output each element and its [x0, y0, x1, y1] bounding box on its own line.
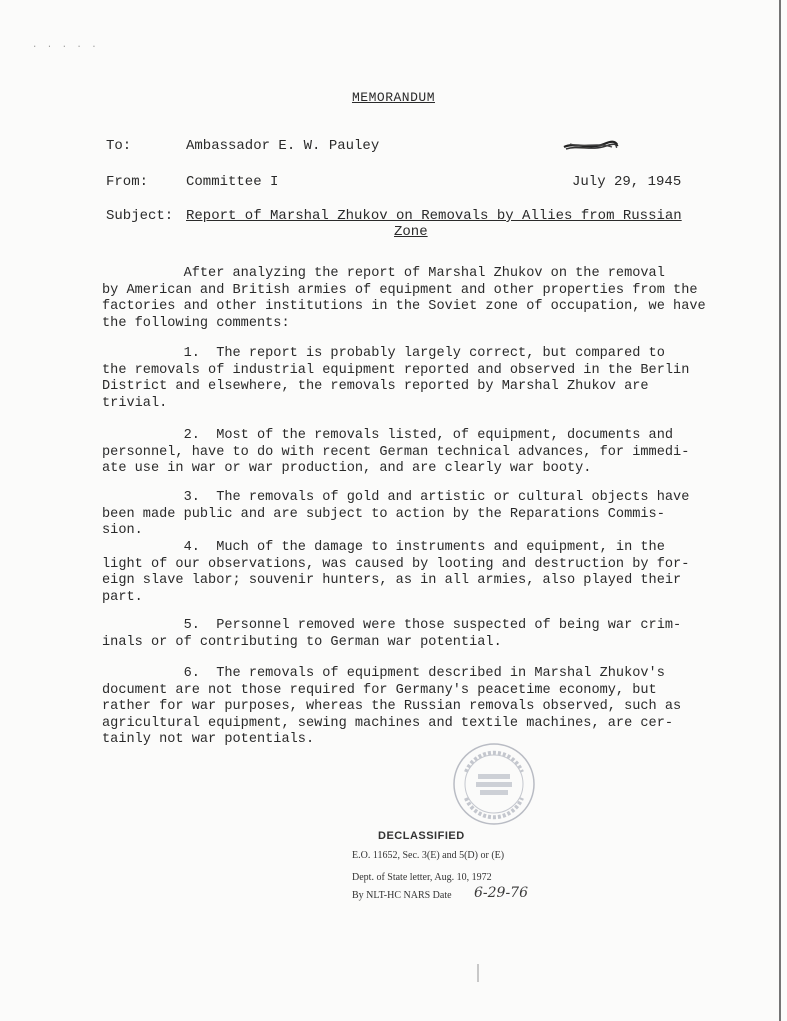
- declassified-by-line: By NLT-HC NARS Date: [352, 890, 452, 901]
- paragraph-4: 4. Much of the damage to instruments and equipment, in the light of our observations, was caused by looting and destruction by for- eign slave labor; souvenir hunters, as in all armies, also played their part.: [102, 540, 690, 605]
- archive-seal-stamp-icon: [452, 742, 536, 826]
- subject-label: Subject:: [106, 208, 174, 224]
- intro-paragraph: After analyzing the report of Marshal Zhukov on the removal by American and British armies of equipment and other properties from the factories and other institutions in the Soviet zone of occupation, we have the following comments:: [102, 266, 706, 331]
- scribbled-classification-mark: [560, 138, 620, 154]
- paragraph-5: 5. Personnel removed were those suspected of being war crim- inals or of contributing to German war potential.: [102, 618, 682, 650]
- paragraph-3: 3. The removals of gold and artistic or cultural objects have been made public and are subject to action by the Reparations Commis- sion.: [102, 490, 690, 539]
- from-value: Committee I: [186, 174, 279, 190]
- corner-pencil-mark: · · · · ·: [32, 42, 99, 52]
- declassified-authority: E.O. 11652, Sec. 3(E) and 5(D) or (E): [352, 850, 505, 861]
- paragraph-6: 6. The removals of equipment described in Marshal Zhukov's document are not those required for Germany's peacetime economy, but rather for war purposes, whereas the Russian removals observed, such as agricultural equipment, sewing machines and textile machines, are cer- tainly not war potentials.: [102, 666, 682, 748]
- paper-mark: [477, 964, 479, 982]
- handwritten-date: 6-29-76: [474, 885, 528, 901]
- to-label: To:: [106, 138, 132, 154]
- memo-title: MEMORANDUM: [351, 90, 435, 105]
- declassified-letter: Dept. of State letter, Aug. 10, 1972: [352, 872, 492, 883]
- subject-line-2: Zone: [394, 224, 428, 240]
- to-value: Ambassador E. W. Pauley: [186, 138, 380, 154]
- declassified-title: DECLASSIFIED: [378, 830, 465, 842]
- memo-date: July 29, 1945: [572, 174, 682, 190]
- from-label: From:: [106, 174, 149, 190]
- page-edge-shadow: [779, 0, 781, 1021]
- paragraph-1: 1. The report is probably largely correct, but compared to the removals of industrial equipment reported and observed in the Berlin District and elsewhere, the removals reported by Marshal Zhukov are trivial.: [102, 346, 690, 411]
- paragraph-2: 2. Most of the removals listed, of equipment, documents and personnel, have to do with recent German technical advances, for immedi- ate use in war or war production, and are clearly war booty.: [102, 428, 690, 477]
- subject-line-1: Report of Marshal Zhukov on Removals by Allies from Russian: [186, 208, 682, 224]
